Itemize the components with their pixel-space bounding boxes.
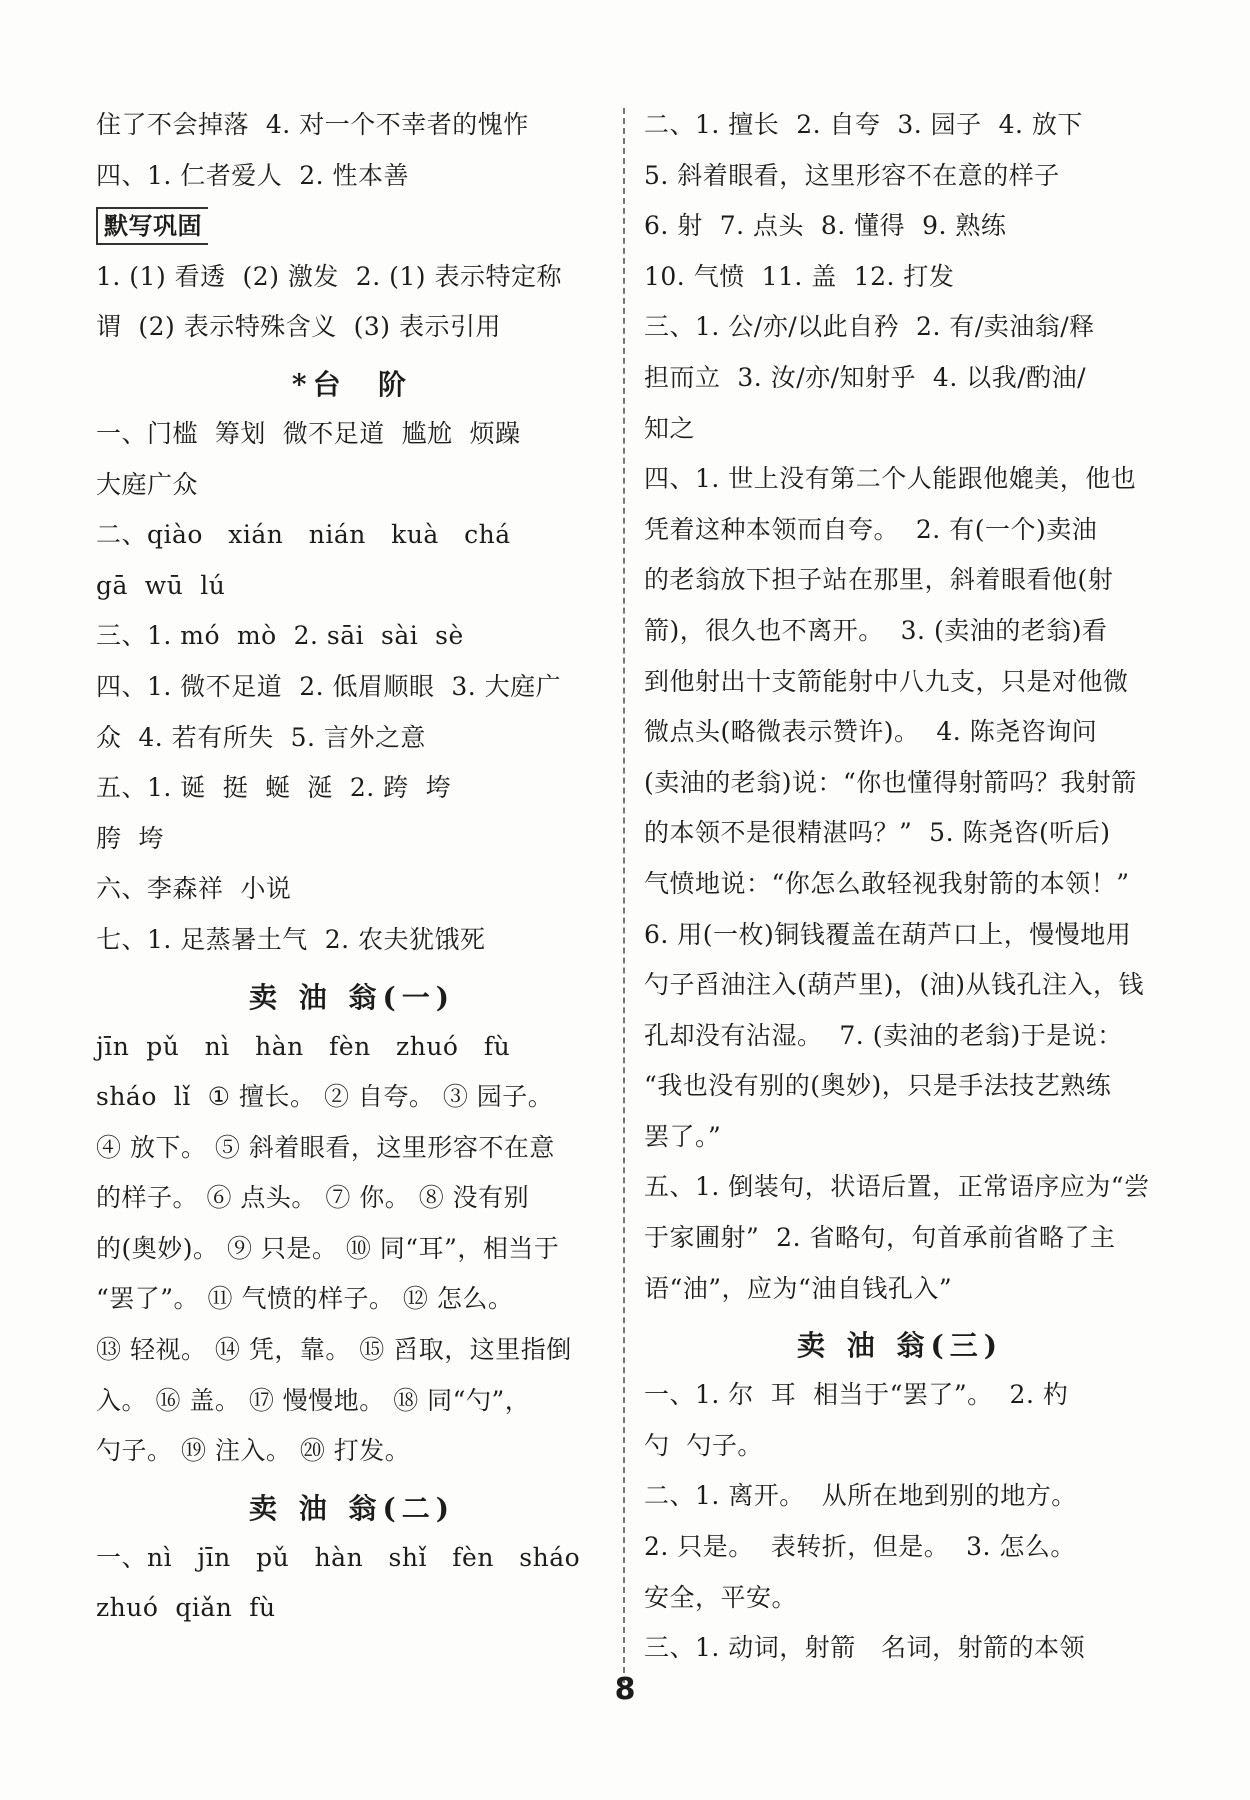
text-line: 6. 用(一枚)铜钱覆盖在葫芦口上，慢慢地用 — [644, 919, 1132, 949]
text-line: 的本领不是很精湛吗？” 5. 陈尧咨(听后) — [644, 818, 1111, 848]
text-line: (卖油的老翁)说：“你也懂得射箭吗？我射箭 — [644, 767, 1137, 797]
text-line: 1. (1) 看透 (2) 激发 2. (1) 表示特定称 — [96, 261, 562, 291]
text-line: 担而立 3. 汝/亦/知射乎 4. 以我/酌油/ — [644, 362, 1087, 392]
text-line: 5. 斜着眼看，这里形容不在意的样子 — [644, 160, 1060, 190]
text-line: 的老翁放下担子站在那里，斜着眼看他(射 — [644, 565, 1114, 595]
text-line: 凭着这种本领而自夸。 2. 有(一个)卖油 — [644, 514, 1098, 544]
section-heading: 卖 油 翁(二) — [249, 1491, 455, 1525]
text-line: 箭)，很久也不离开。 3. (卖油的老翁)看 — [644, 615, 1108, 645]
text-line: 的(奥妙)。 ⑨ 只是。 ⑩ 同“耳”，相当于 — [96, 1233, 560, 1263]
text-line: 谓 (2) 表示特殊含义 (3) 表示引用 — [96, 312, 502, 342]
text-line: 胯 垮 — [96, 823, 164, 853]
text-line: “我也没有别的(奥妙)，只是手法技艺熟练 — [644, 1071, 1112, 1101]
text-line: zhuó qiǎn fù — [96, 1593, 276, 1623]
text-line: 五、1. 倒装句，状语后置，正常语序应为“尝 — [644, 1172, 1150, 1202]
text-line: 住了不会掉落 4. 对一个不幸者的愧怍 — [96, 110, 529, 139]
column-divider — [623, 108, 625, 1683]
text-line: ⑬ 轻视。 ⑭ 凭，靠。 ⑮ 舀取，这里指倒 — [96, 1335, 572, 1365]
text-line: 四、1. 世上没有第二个人能跟他媲美，他也 — [644, 464, 1137, 494]
section-heading: 卖 油 翁(三) — [797, 1329, 1003, 1363]
text-line: 安全，平安。 — [644, 1582, 798, 1612]
text-line: 三、1. 动词，射箭 名词，射箭的本领 — [644, 1633, 1086, 1663]
text-line: 四、1. 微不足道 2. 低眉顺眼 3. 大庭广 — [96, 671, 562, 701]
text-line: 大庭广众 — [96, 469, 199, 499]
text-line: 于家圃射” 2. 省略句，句首承前省略了主 — [644, 1223, 1116, 1253]
text-line: 七、1. 足蒸暑土气 2. 农夫犹饿死 — [96, 924, 486, 954]
text-line: 入。 ⑯ 盖。 ⑰ 慢慢地。 ⑱ 同“勺”， — [96, 1385, 531, 1415]
left-column — [96, 100, 608, 1634]
text-line: 的样子。 ⑥ 点头。 ⑦ 你。 ⑧ 没有别 — [96, 1183, 530, 1213]
text-line: 五、1. 诞 挺 蜒 涎 2. 跨 垮 — [96, 773, 452, 803]
text-line: 知之 — [644, 413, 696, 443]
text-line: ④ 放下。 ⑤ 斜着眼看，这里形容不在意 — [96, 1132, 555, 1162]
text-line: 语“油”，应为“油自钱孔入” — [644, 1273, 953, 1303]
text-line: 2. 只是。 表转折，但是。 3. 怎么。 — [644, 1532, 1076, 1562]
text-line: 二、1. 离开。 从所在地到别的地方。 — [644, 1481, 1077, 1511]
text-line: 四、1. 仁者爱人 2. 性本善 — [96, 160, 409, 190]
text-line: “罢了”。 ⑪ 气愤的样子。 ⑫ 怎么。 — [96, 1284, 514, 1314]
text-line: 孔却没有沾湿。 7. (卖油的老翁)于是说： — [644, 1020, 1123, 1050]
text-line: 一、nì jīn pǔ hàn shǐ fèn sháo — [96, 1542, 581, 1572]
text-line: 10. 气愤 11. 盖 12. 打发 — [644, 261, 955, 291]
text-line: 勺子。 ⑲ 注入。 ⑳ 打发。 — [96, 1436, 411, 1466]
text-line: 一、1. 尔 耳 相当于“罢了”。 2. 杓 — [644, 1380, 1069, 1410]
text-line: 二、qiào xián nián kuà chá — [96, 520, 511, 550]
page-number: 8 — [614, 1672, 636, 1707]
badge-label: 默写巩固 — [96, 207, 208, 245]
text-line: 6. 射 7. 点头 8. 懂得 9. 熟练 — [644, 211, 1007, 241]
text-line: 微点头(略微表示赞许)。 4. 陈尧咨询问 — [644, 717, 1098, 747]
text-line: 二、1. 擅长 2. 自夸 3. 园子 4. 放下 — [644, 110, 1083, 139]
section-badge — [96, 201, 608, 252]
text-line: jīn pǔ nì hàn fèn zhuó fù — [96, 1031, 511, 1061]
right-column — [644, 100, 1156, 1674]
text-line: 一、门槛 筹划 微不足道 尴尬 烦躁 — [96, 418, 521, 448]
text-line: 罢了。” — [644, 1121, 722, 1151]
text-line: 三、1. mó mò 2. sāi sài sè — [96, 621, 464, 651]
text-line: sháo lǐ ① 擅长。 ② 自夸。 ③ 园子。 — [96, 1082, 554, 1112]
text-line: 勺 勺子。 — [644, 1430, 763, 1460]
text-line: gā wū lú — [96, 570, 226, 600]
text-line: 到他射出十支箭能射中八九支，只是对他微 — [644, 666, 1129, 696]
text-line: 六、李森祥 小说 — [96, 874, 292, 904]
section-heading: *台 阶 — [291, 367, 413, 401]
text-line: 三、1. 公/亦/以此自矜 2. 有/卖油翁/释 — [644, 312, 1095, 342]
text-line: 气愤地说：“你怎么敢轻视我射箭的本领！” — [644, 868, 1130, 898]
text-line: 勺子舀油注入(葫芦里)，(油)从钱孔注入，钱 — [644, 970, 1145, 1000]
section-heading: 卖 油 翁(一) — [249, 980, 455, 1014]
text-line: 众 4. 若有所失 5. 言外之意 — [96, 722, 426, 752]
